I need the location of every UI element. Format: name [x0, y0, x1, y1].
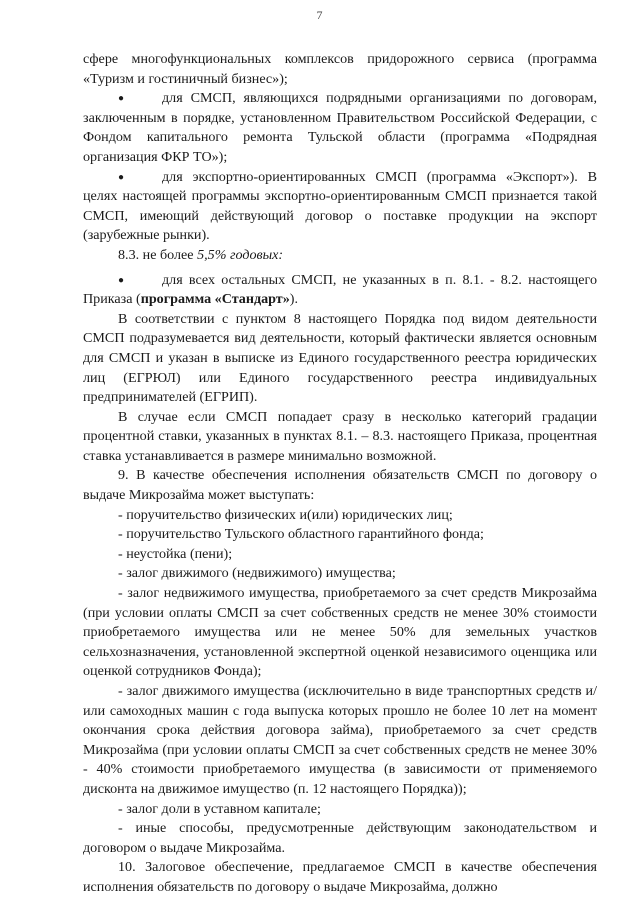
dash-item: - залог движимого (недвижимого) имущества; — [118, 565, 396, 582]
item-8-3-prefix: 8.3. не более — [118, 246, 194, 263]
paragraph-9: 9. В качестве обеспечения исполнения обязательств СМСП по договору о выдаче Микрозайма может выступать: — [83, 467, 597, 504]
dash-item: - поручительство физических и(или) юридических лиц; — [118, 506, 453, 523]
bullet-dot-icon: ● — [118, 93, 125, 105]
bullet-text: для СМСП, являющихся подрядными организациями по договорам, заключенным в порядке, установленном Правительством Российской Федерации, с Фондом капитального ремонта Тульской области (программа «Подрядная организация ФКР ТО»); — [83, 90, 597, 165]
document-body — [83, 50, 597, 898]
bullet-item-export — [83, 168, 597, 246]
bullet-text-end: ). — [289, 291, 298, 308]
paragraph-10: 10. Залоговое обеспечение, предлагаемое СМСП в качестве обеспечения исполнения обязательств по договору о выдаче Микрозайма, должно — [83, 859, 597, 895]
paragraph-multiple-categories: В случае если СМСП попадает сразу в несколько категорий градации процентной ставки, указанных в пунктах 8.1. – 8.3. настоящего Приказа, процентная ставка устанавливается в размере минимально возможной. — [83, 408, 597, 464]
program-standard-label: программа «Стандарт» — [140, 291, 290, 308]
dash-item: - залог движимого имущества (исключительно в виде транспортных средств и/или самоходных машин с года выпуска которых прошло не более 10 лет на момент окончания срока действия договора займа), приобретаемого за счет средств Микрозайма (при условии оплаты СМСП за счет собственных средств не менее 30% - 40% стоимости приобретаемого имущества (в зависимости от применяемого дисконта на движимое имущество (п. 12 настоящего Порядка)); — [83, 683, 597, 797]
bullet-dot-icon: ● — [118, 171, 125, 183]
bullet-text: для экспортно-ориентированных СМСП (программа «Экспорт»). В целях настоящей программы экспортно-ориентированным СМСП признается такой СМСП, имеющий действующий договор о поставке продукции на экспорт (зарубежные рынки). — [83, 168, 597, 244]
dash-item: - иные способы, предусмотренные действующим законодательством и договором о выдаче Микрозайма. — [83, 820, 597, 856]
dash-item: - залог недвижимого имущества, приобретаемого за счет средств Микрозайма (при условии оплаты СМСП за счет собственных средств не менее 30% стоимости приобретаемого имущества или не менее 50% для земельных участков сельхозназначения, установленной экспертной оценкой независимого оценщика или оценкой сотрудников Фонда); — [83, 585, 597, 680]
bullet-text: для всех остальных СМСП, не указанных в п. 8.1. - 8.2. настоящего Приказа ( — [83, 271, 597, 308]
page-number: 7 — [316, 8, 323, 22]
bullet-item-contractors — [83, 89, 597, 167]
item-8-3 — [83, 246, 597, 266]
paragraph-continuation: сфере многофункциональных комплексов придорожного сервиса (программа «Туризм и гостиничный бизнес»); — [83, 51, 597, 87]
dash-item: - залог доли в уставном капитале; — [118, 800, 321, 817]
bullet-dot-icon: ● — [118, 274, 125, 286]
item-8-3-rate: 5,5% годовых: — [197, 246, 284, 263]
paragraph-activity-type: В соответствии с пунктом 8 настоящего Порядка под видом деятельности СМСП подразумевается вид деятельности, который фактически является основным для СМСП и указан в выписке из Единого государственного реестра юридических лиц (ЕГРЮЛ) или Единого государственного реестра индивидуальных предпринимателей (ЕГРИП). — [83, 310, 597, 406]
dash-item: - неустойка (пени); — [118, 545, 233, 562]
dash-item: - поручительство Тульского областного гарантийного фонда; — [118, 526, 484, 543]
bullet-item-standard — [83, 271, 597, 310]
